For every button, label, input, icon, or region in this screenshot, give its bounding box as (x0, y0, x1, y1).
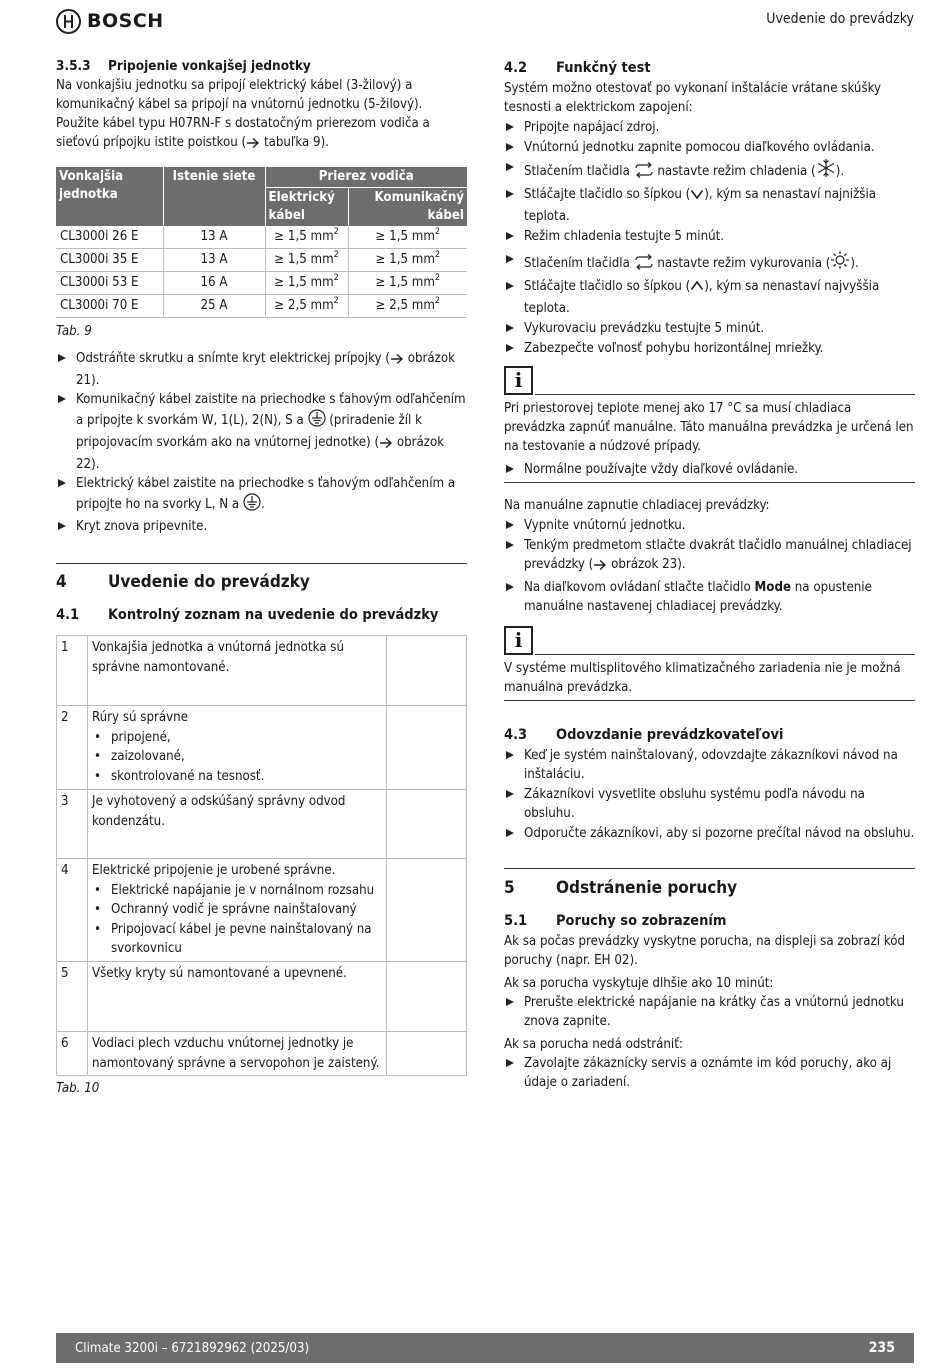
step-text: na opustenie manuálne nastavenej chladiacej prevádzky. (524, 580, 872, 614)
list-item: Kryt znova pripevnite. (56, 517, 467, 536)
step-text: nastavte režim chladenia ( (653, 164, 816, 179)
list-item: Vypnite vnútornú jednotku. (504, 516, 915, 535)
running-head: Uvedenie do prevádzky (766, 11, 914, 27)
cell-number: 2 (57, 706, 88, 790)
handover-steps (504, 746, 915, 843)
th-comm-cable: Komunikačný kábel (348, 188, 467, 227)
list-item: Vnútornú jednotku zapnite pomocou diaľkového ovládania. (504, 138, 915, 157)
table-10-caption: Tab. 10 (56, 1081, 100, 1096)
table-row (57, 962, 467, 1032)
table-row (56, 295, 467, 318)
list-item (56, 390, 467, 474)
list-item: Pripojte napájací zdroj. (504, 118, 915, 137)
section-4-1-heading (56, 604, 467, 626)
cell-comm (348, 295, 467, 318)
table-row (57, 790, 467, 859)
cell-check (387, 1032, 467, 1076)
cell-elec-value: ≥ 1,5 mm (274, 229, 334, 244)
list-item: Vykurovaciu prevádzku testujte 5 minút. (504, 319, 915, 338)
cell-elec-value: ≥ 2,5 mm (274, 298, 334, 313)
cell-unit: CL3000i 53 E (56, 272, 163, 295)
page-number: 235 (868, 1339, 895, 1356)
cell-elec-value: ≥ 1,5 mm (274, 275, 334, 290)
manual-intro: Na manuálne zapnutie chladiacej prevádzky: (504, 498, 770, 513)
superscript: 2 (333, 273, 339, 283)
arrow-right-icon (390, 352, 404, 371)
step-text: ), kým sa nenastaví najvyššia teplota. (524, 279, 880, 316)
cell-number: 4 (57, 859, 88, 962)
cell-fuse: 13 A (163, 249, 265, 272)
list-item (504, 250, 915, 276)
th-unit: Vonkajšia jednotka (56, 167, 163, 226)
fault-condition: Ak sa porucha nedá odstrániť: (504, 1037, 683, 1052)
cell-number: 5 (57, 962, 88, 1032)
cell-elec (265, 226, 348, 249)
function-test-steps (504, 118, 915, 358)
section-number: 5.1 (504, 913, 528, 929)
th-fuse: Istenie siete (163, 167, 265, 226)
cell-comm-value: ≥ 2,5 mm (375, 298, 435, 313)
chapter-rule (504, 868, 915, 869)
fault-intro: Ak sa počas prevádzky vyskytne porucha, na displeji sa zobrazí kód poruchy (napr. EH 02). (504, 934, 905, 968)
mode-button-icon (634, 254, 654, 276)
step-text: (priradenie žíl k pripojovacím svorkám ako na vnútornej jednotke) ( (76, 413, 422, 450)
list-item: Zabezpečte voľnosť pohybu horizontálnej mriežky. (504, 339, 915, 358)
section-number: 3.5.3 (56, 58, 91, 74)
section-number: 4.3 (504, 727, 528, 743)
arrow-right-icon (593, 558, 607, 577)
step-text: ), kým sa nenastaví najnižšia teplota. (524, 187, 877, 224)
step-text: obrázok 21). (76, 351, 455, 388)
chapter-rule (56, 563, 467, 564)
info-box-header (504, 365, 915, 395)
cell-elec (265, 295, 348, 318)
info-text: Pri priestorovej teplote menej ako 17 °C sa musí chladiaca prevádzka zapnúť manuálne. Táto manuálna prevádzka je určená len na testovanie a núdzové prípady. (504, 401, 914, 454)
chapter-number: 4 (56, 572, 67, 592)
section-4-2-heading (504, 57, 915, 79)
section-title: Pripojenie vonkajšej jednotky (108, 58, 311, 74)
fault-steps (504, 1054, 915, 1092)
row-text: Rúry sú správne (92, 710, 189, 725)
cell-elec (265, 249, 348, 272)
table-row (56, 272, 467, 295)
snowflake-icon (816, 158, 836, 184)
cell-text: Všetky kryty sú namontované a upevnené. (88, 962, 387, 1032)
list-item (504, 158, 915, 184)
info-box-bottom-rule (504, 482, 915, 483)
table-row (57, 706, 467, 790)
list-item: Odporučte zákazníkovi, aby si pozorne prečítal návod na obsluhu. (504, 824, 915, 843)
superscript: 2 (333, 296, 339, 306)
table-row (57, 859, 467, 962)
section-3-5-3-heading (56, 57, 467, 76)
list-item: • pripojené, (92, 728, 382, 748)
section-title: Poruchy so zobrazením (556, 913, 727, 929)
info-steps (504, 460, 915, 479)
cell-fuse: 25 A (163, 295, 265, 318)
info-box-bottom-rule (504, 700, 915, 701)
cell-text: Je vyhotovený a odskúšaný správny odvod kondenzátu. (88, 790, 387, 859)
section-3-5-3-body (56, 76, 467, 155)
cell-number: 3 (57, 790, 88, 859)
arrow-right-icon (379, 436, 393, 455)
cell-text (88, 859, 387, 962)
left-column (56, 57, 467, 1098)
info-icon: i (504, 366, 533, 395)
chapter-4-heading (56, 570, 467, 594)
table-9 (56, 167, 467, 318)
cell-elec (265, 272, 348, 295)
section-number: 4.1 (56, 607, 80, 623)
list-item: • Pripojovací kábel je pevne nainštalovaný na svorkovnicu (92, 920, 382, 959)
th-electric-cable: Elektrický kábel (265, 188, 348, 227)
info-text: V systéme multisplitového klimatizačného zariadenia nie je možná manuálna prevádzka. (504, 661, 901, 695)
sun-icon (830, 250, 850, 276)
list-item: • Elektrické napájanie je v nornálnom rozsahu (92, 881, 382, 901)
cell-fuse: 13 A (163, 226, 265, 249)
list-item (504, 185, 915, 226)
step-text: ). (850, 256, 859, 271)
step-text: obrázok 22). (76, 435, 445, 472)
section-title: Odovzdanie prevádzkovateľovi (556, 727, 784, 743)
step-text: Stláčajte tlačidlo so šípkou ( (524, 187, 691, 202)
sub-list (92, 881, 382, 959)
list-item (56, 474, 467, 517)
cell-check (387, 706, 467, 790)
body-text: Na vonkajšiu jednotku sa pripojí elektrický kábel (3-žilový) a komunikačný kábel sa pripojí na vnútornú jednotku (5-žilový). Použite kábel typu H07RN-F s dostatočným prierezom vodiča a sieťovú prípojku istite poistkou ( (56, 78, 430, 150)
cell-unit: CL3000i 35 E (56, 249, 163, 272)
step-text: Elektrický kábel zaistite na priechodke s ťahovým odľahčením a pripojte ho na svorky L, N a (76, 476, 456, 512)
section-number: 4.2 (504, 60, 528, 76)
table-row (57, 1032, 467, 1076)
list-item: • zaizolované, (92, 747, 382, 767)
cell-text: Vonkajšia jednotka a vnútorná jednotka sú správne namontované. (88, 636, 387, 706)
chapter-title: Odstránenie poruchy (556, 878, 738, 898)
list-item: Prerušte elektrické napájanie na krátky čas a vnútornú jednotku znova zapnite. (504, 993, 915, 1031)
list-item: Režim chladenia testujte 5 minút. (504, 227, 915, 246)
cell-comm-value: ≥ 1,5 mm (375, 252, 435, 267)
info-icon: i (504, 626, 533, 655)
step-text: Stlačením tlačidla (524, 164, 634, 179)
brand-wordmark: BOSCH (87, 9, 164, 32)
chapter-number: 5 (504, 878, 515, 898)
cell-check (387, 962, 467, 1032)
info-rule (535, 394, 915, 395)
list-item: • Ochranný vodič je správne nainštalovaný (92, 900, 382, 920)
chapter-5-heading (504, 876, 915, 900)
cell-fuse: 16 A (163, 272, 265, 295)
section-5-1-heading (504, 910, 915, 932)
fault-condition: Ak sa porucha vyskytuje dlhšie ako 10 minút: (504, 976, 774, 991)
superscript: 2 (434, 296, 441, 306)
connection-steps (56, 349, 467, 536)
cell-comm (348, 226, 467, 249)
right-column (504, 57, 915, 1092)
bosch-logo (56, 7, 164, 35)
list-item: Zákazníkovi vysvetlite obsluhu systému podľa návodu na obsluhu. (504, 785, 915, 823)
superscript: 2 (333, 227, 339, 237)
ground-symbol-icon (243, 493, 261, 517)
superscript: 2 (434, 250, 441, 260)
cell-number: 6 (57, 1032, 88, 1076)
cell-elec-value: ≥ 1,5 mm (274, 252, 334, 267)
manual-steps (504, 516, 915, 616)
step-text: Odstráňte skrutku a snímte kryt elektrickej prípojky ( (76, 351, 390, 366)
cell-check (387, 859, 467, 962)
list-item (504, 277, 915, 318)
step-text: Na diaľkovom ovládaní stlačte tlačidlo (524, 580, 755, 595)
cell-check (387, 790, 467, 859)
info-rule (535, 654, 915, 655)
mode-button-icon (634, 162, 654, 184)
list-item: Zavolajte zákaznícky servis a oznámte im kód poruchy, ako aj údaje o zariadení. (504, 1054, 915, 1092)
step-text: Tenkým predmetom stlačte dvakrát tlačidlo manuálnej chladiacej prevádzky ( (524, 538, 912, 572)
list-item: Keď je systém nainštalovaný, odovzdajte zákazníkovi návod na inštaláciu. (504, 746, 915, 784)
list-item (56, 349, 467, 390)
chapter-title: Uvedenie do prevádzky (108, 572, 310, 592)
cell-unit: CL3000i 70 E (56, 295, 163, 318)
table-9-caption: Tab. 9 (56, 324, 92, 339)
chevron-up-icon (690, 279, 704, 299)
table-row (56, 249, 467, 272)
section-title: Kontrolný zoznam na uvedenie do prevádzky (108, 607, 439, 623)
footer-document-id: Climate 3200i – 6721892962 (2025/03) (75, 1340, 310, 1356)
table-row (57, 636, 467, 706)
cell-text: Vodiaci plech vzduchu vnútornej jednotky je namontovaný správne a servopohon je zaistený. (88, 1032, 387, 1076)
arrow-right-icon (246, 136, 260, 155)
superscript: 2 (333, 250, 339, 260)
step-text: ). (835, 164, 845, 179)
bosch-armature-icon (56, 9, 81, 34)
cell-comm-value: ≥ 1,5 mm (375, 229, 435, 244)
table-10 (56, 635, 467, 1076)
step-text: nastavte režim vykurovania ( (653, 256, 831, 271)
ground-symbol-icon (308, 409, 326, 433)
step-text: Stláčajte tlačidlo so šípkou ( (524, 279, 691, 294)
list-item (504, 578, 915, 616)
fault-steps (504, 993, 915, 1031)
footer-bar (56, 1333, 914, 1363)
cell-comm (348, 249, 467, 272)
cell-unit: CL3000i 26 E (56, 226, 163, 249)
body-text-end: tabuľka 9). (260, 135, 329, 150)
sub-list (92, 728, 382, 787)
cell-comm (348, 272, 467, 295)
cell-comm-value: ≥ 1,5 mm (375, 275, 435, 290)
function-test-intro: Systém možno otestovať po vykonaní inštalácie vrátane skúšky tesnosti a elektrickom zapojení: (504, 81, 882, 115)
step-text: . (260, 497, 265, 512)
info-box-header (504, 625, 915, 655)
table-row (56, 226, 467, 249)
row-text: Elektrické pripojenie je urobené správne. (92, 863, 336, 878)
step-text: Komunikačný kábel zaistite na priechodke s ťahovým odľahčením a pripojte k svorkám W, 1(L), 2(N), S a (76, 392, 466, 428)
list-item (504, 536, 915, 577)
step-text: obrázok 23). (607, 557, 686, 572)
cell-number: 1 (57, 636, 88, 706)
list-item: Normálne používajte vždy diaľkové ovládanie. (504, 460, 915, 479)
th-cross-section: Prierez vodiča (265, 167, 467, 188)
list-item: • skontrolované na tesnosť. (92, 767, 382, 787)
cell-text (88, 706, 387, 790)
section-4-3-heading (504, 724, 915, 746)
mode-keyword: Mode (754, 580, 791, 595)
superscript: 2 (434, 227, 441, 237)
chevron-down-icon (690, 187, 704, 207)
cell-check (387, 636, 467, 706)
superscript: 2 (434, 273, 441, 283)
section-title: Funkčný test (556, 60, 651, 76)
step-text: Stlačením tlačidla (524, 256, 634, 271)
